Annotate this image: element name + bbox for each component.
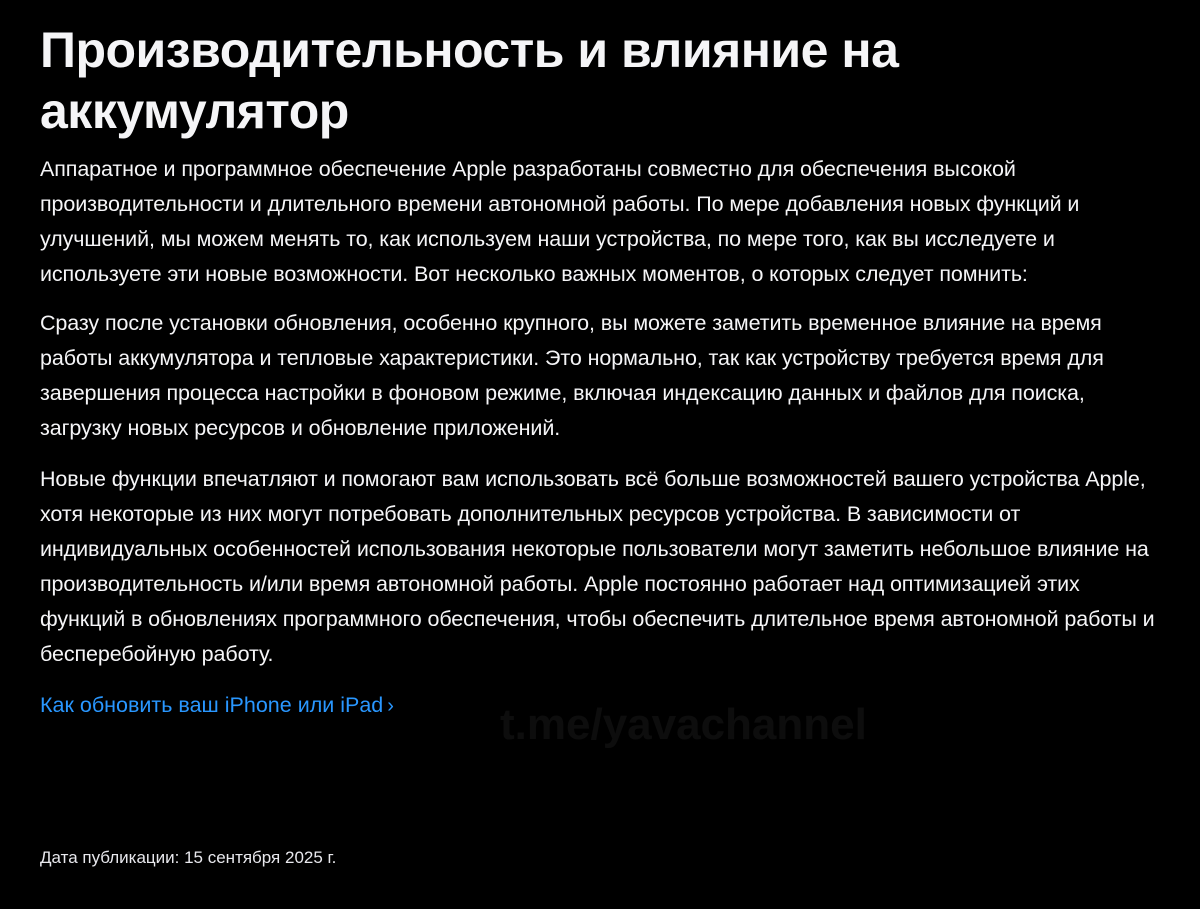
article	[40, 20, 1170, 724]
paragraph-intro: Аппаратное и программное обеспечение Apple разработаны совместно для обеспечения высокой производительности и длительного времени автономной работы. По мере добавления новых функций и улучшений, мы можем менять то, как используем наши устройства, по мере того, как вы исследуете и используете эти новые возможности. Вот несколько важных моментов, о которых следует помнить:	[40, 157, 1080, 286]
update-iphone-ipad-link[interactable]	[40, 688, 394, 724]
publication-date: Дата публикации: 15 сентября 2025 г.	[40, 848, 337, 867]
watermark: t.me/yavachannel	[500, 700, 867, 749]
paragraph-after-update: Сразу после установки обновления, особенно крупного, вы можете заметить временное влияние на время работы аккумулятора и тепловые характеристики. Это нормально, так как устройству требуется время для завершения процесса настройки в фоновом режиме, включая индексацию данных и файлов для поиска, загрузку новых ресурсов и обновление приложений.	[40, 311, 1104, 440]
page-title: Производительность и влияние на аккумулятор	[40, 22, 899, 139]
update-link-label: Как обновить ваш iPhone или iPad	[40, 693, 384, 717]
paragraph-new-features: Новые функции впечатляют и помогают вам использовать всё больше возможностей вашего устройства Apple, хотя некоторые из них могут потребовать дополнительных ресурсов устройства. В зависимости от индивидуальных особенностей использования некоторые пользователи могут заметить небольшое влияние на производительность и/или время автономной работы. Apple постоянно работает над оптимизацией этих функций в обновлениях программного обеспечения, чтобы обеспечить длительное время автономной работы и бесперебойную работу.	[40, 467, 1155, 666]
chevron-right-icon: ›	[387, 695, 394, 717]
